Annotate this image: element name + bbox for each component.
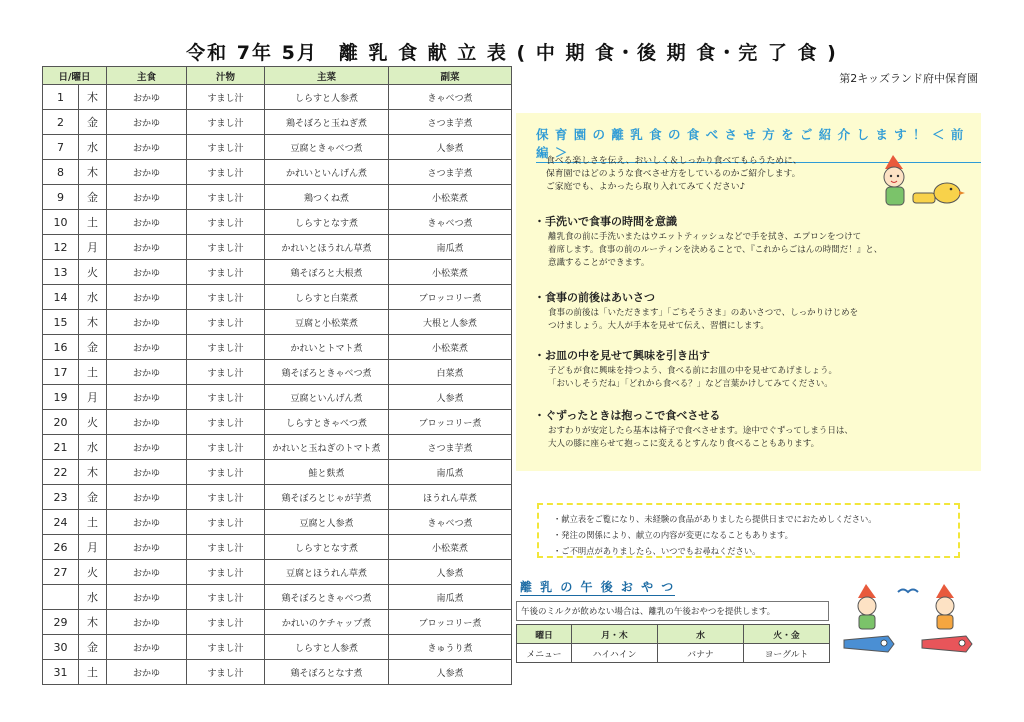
snack-note: 午後のミルクが飲めない場合は、離乳の午後おやつを提供します。 — [516, 601, 829, 621]
panel-title: 保 育 園 の 離 乳 食 の 食 べ さ せ 方 を ご 紹 介 し ま す ！ ＜ 前 編 ＞ — [536, 125, 981, 163]
panel-intro — [546, 155, 856, 194]
table-row — [43, 385, 512, 410]
side-dish-cell: 白菜煮 — [389, 360, 512, 385]
feeding-tips-panel — [516, 113, 981, 471]
day-cell: 19 — [43, 385, 79, 410]
day-cell: 2 — [43, 110, 79, 135]
main-dish-cell: 鶏そぼろと大根煮 — [265, 260, 389, 285]
day-cell: 24 — [43, 510, 79, 535]
side-dish-cell: 大根と人参煮 — [389, 310, 512, 335]
soup-cell: すまし汁 — [187, 535, 265, 560]
staple-cell: おかゆ — [107, 85, 187, 110]
intro-line: ご家庭でも、よかったら取り入れてみてください♪ — [546, 182, 746, 192]
tip-body — [548, 307, 964, 333]
soup-cell: すまし汁 — [187, 610, 265, 635]
tip-line: 着席します。食事の前のルーティンを決めることで、『これからごはんの時間だ！』と、 — [548, 245, 883, 255]
main-dish-cell: しらすときゃべつ煮 — [265, 410, 389, 435]
side-dish-cell: さつま芋煮 — [389, 110, 512, 135]
day-cell: 12 — [43, 235, 79, 260]
weekday-cell: 土 — [79, 210, 107, 235]
weekday-cell: 金 — [79, 185, 107, 210]
tip-line: 意識することができます。 — [548, 258, 650, 268]
table-row — [43, 285, 512, 310]
header-main: 主菜 — [265, 67, 389, 85]
staple-cell: おかゆ — [107, 635, 187, 660]
day-cell: 22 — [43, 460, 79, 485]
soup-cell: すまし汁 — [187, 185, 265, 210]
table-row — [43, 360, 512, 385]
day-cell — [43, 585, 79, 610]
weekday-cell: 木 — [79, 460, 107, 485]
staple-cell: おかゆ — [107, 485, 187, 510]
main-dish-cell: かれいとほうれん草煮 — [265, 235, 389, 260]
main-dish-cell: 鮭と麩煮 — [265, 460, 389, 485]
side-dish-cell: 人参煮 — [389, 135, 512, 160]
snack-header-row — [517, 625, 830, 644]
weekday-cell: 火 — [79, 560, 107, 585]
nursery-name: 第2キッズランド府中保育園 — [839, 72, 978, 85]
day-cell: 29 — [43, 610, 79, 635]
tip-line: つけましょう。大人が手本を見せて伝え、習慣にします。 — [548, 321, 769, 331]
day-cell: 26 — [43, 535, 79, 560]
table-row — [43, 610, 512, 635]
tip-section — [534, 213, 964, 270]
snack-header: 月・木 — [572, 625, 658, 644]
weekday-cell: 金 — [79, 110, 107, 135]
day-cell: 23 — [43, 485, 79, 510]
tip-body — [548, 231, 964, 270]
staple-cell: おかゆ — [107, 585, 187, 610]
soup-cell: すまし汁 — [187, 485, 265, 510]
table-row — [43, 510, 512, 535]
main-dish-cell: しらすと人参煮 — [265, 635, 389, 660]
page-title: 令和 7年 5月 離 乳 食 献 立 表 ( 中 期 食・後 期 食・完 了 食 ) — [186, 42, 838, 64]
tip-line: おすわりが安定したら基本は椅子で食べさせます。途中でぐずってしまう日は、 — [548, 426, 853, 436]
staple-cell: おかゆ — [107, 210, 187, 235]
staple-cell: おかゆ — [107, 435, 187, 460]
weekday-cell: 土 — [79, 510, 107, 535]
weekday-cell: 金 — [79, 635, 107, 660]
header-side: 副菜 — [389, 67, 512, 85]
soup-cell: すまし汁 — [187, 460, 265, 485]
note-item: ・発注の関係により、献立の内容が変更になることもあります。 — [553, 530, 793, 540]
weekday-cell: 土 — [79, 360, 107, 385]
main-dish-cell: 豆腐と小松菜煮 — [265, 310, 389, 335]
side-dish-cell: きゃべつ煮 — [389, 85, 512, 110]
soup-cell: すまし汁 — [187, 310, 265, 335]
header-soup: 汁物 — [187, 67, 265, 85]
side-dish-cell: きゃべつ煮 — [389, 510, 512, 535]
staple-cell: おかゆ — [107, 535, 187, 560]
intro-line: 食べる楽しさを伝え、おいしく＆しっかり食べてもらうために、 — [546, 156, 802, 166]
staple-cell: おかゆ — [107, 660, 187, 685]
side-dish-cell: 南瓜煮 — [389, 585, 512, 610]
table-row — [43, 235, 512, 260]
snack-cell: ハイハイン — [572, 644, 658, 663]
table-row — [43, 335, 512, 360]
table-row — [43, 660, 512, 685]
main-dish-cell: かれいといんげん煮 — [265, 160, 389, 185]
soup-cell: すまし汁 — [187, 410, 265, 435]
weekday-cell: 水 — [79, 285, 107, 310]
weekday-cell: 金 — [79, 485, 107, 510]
staple-cell: おかゆ — [107, 360, 187, 385]
tip-line: 大人の膝に座らせて抱っこに変えるとすんなり食べることもあります。 — [548, 439, 820, 449]
day-cell: 21 — [43, 435, 79, 460]
staple-cell: おかゆ — [107, 110, 187, 135]
side-dish-cell: 人参煮 — [389, 660, 512, 685]
side-dish-cell: 小松菜煮 — [389, 260, 512, 285]
main-dish-cell: しらすと白菜煮 — [265, 285, 389, 310]
side-dish-cell: きゅうり煮 — [389, 635, 512, 660]
tip-line: 「おいしそうだね」「どれから食べる？」など言葉かけしてみてください。 — [548, 379, 833, 389]
tip-body — [548, 365, 964, 391]
staple-cell: おかゆ — [107, 310, 187, 335]
weekday-cell: 木 — [79, 310, 107, 335]
staple-cell: おかゆ — [107, 610, 187, 635]
day-cell: 15 — [43, 310, 79, 335]
side-dish-cell: ほうれん草煮 — [389, 485, 512, 510]
day-cell: 10 — [43, 210, 79, 235]
soup-cell: すまし汁 — [187, 110, 265, 135]
tip-line: 食事の前後は「いただきます」「ごちそうさま」のあいさつで、しっかりけじめを — [548, 308, 859, 318]
main-dish-cell: 豆腐ときゃべつ煮 — [265, 135, 389, 160]
menu-header-row — [43, 67, 512, 85]
main-dish-cell: 鶏そぼろときゃべつ煮 — [265, 360, 389, 385]
main-dish-cell: かれいのケチャップ煮 — [265, 610, 389, 635]
weekday-cell: 木 — [79, 610, 107, 635]
weekday-cell: 金 — [79, 335, 107, 360]
soup-cell: すまし汁 — [187, 260, 265, 285]
table-row — [43, 135, 512, 160]
main-dish-cell: 鶏そぼろときゃべつ煮 — [265, 585, 389, 610]
main-dish-cell: 豆腐といんげん煮 — [265, 385, 389, 410]
main-dish-cell: しらすと人参煮 — [265, 85, 389, 110]
tip-body — [548, 425, 964, 451]
soup-cell: すまし汁 — [187, 435, 265, 460]
staple-cell: おかゆ — [107, 260, 187, 285]
side-dish-cell: 小松菜煮 — [389, 185, 512, 210]
table-row — [43, 485, 512, 510]
day-cell: 13 — [43, 260, 79, 285]
soup-cell: すまし汁 — [187, 335, 265, 360]
side-dish-cell: さつま芋煮 — [389, 435, 512, 460]
weekday-cell: 月 — [79, 535, 107, 560]
header-staple: 主食 — [107, 67, 187, 85]
tip-line: 離乳食の前に手洗いまたはウエットティッシュなどで手を拭き、エプロンをつけて — [548, 232, 862, 242]
side-dish-cell: ブロッコリー煮 — [389, 285, 512, 310]
staple-cell: おかゆ — [107, 135, 187, 160]
notes-box — [537, 503, 960, 558]
staple-cell: おかゆ — [107, 160, 187, 185]
snack-cell: バナナ — [658, 644, 744, 663]
staple-cell: おかゆ — [107, 335, 187, 360]
staple-cell: おかゆ — [107, 385, 187, 410]
soup-cell: すまし汁 — [187, 585, 265, 610]
intro-line: 保育園ではどのような食べさせ方をしているのかご紹介します。 — [546, 169, 801, 179]
snack-row — [517, 644, 830, 663]
main-dish-cell: 鶏そぼろとなす煮 — [265, 660, 389, 685]
tip-heading: ・食事の前後はあいさつ — [534, 291, 655, 304]
day-cell: 1 — [43, 85, 79, 110]
side-dish-cell: 小松菜煮 — [389, 335, 512, 360]
tip-section — [534, 407, 964, 451]
weekday-cell: 月 — [79, 235, 107, 260]
staple-cell: おかゆ — [107, 285, 187, 310]
day-cell: 30 — [43, 635, 79, 660]
soup-cell: すまし汁 — [187, 560, 265, 585]
side-dish-cell: さつま芋煮 — [389, 160, 512, 185]
soup-cell: すまし汁 — [187, 360, 265, 385]
staple-cell: おかゆ — [107, 185, 187, 210]
soup-cell: すまし汁 — [187, 510, 265, 535]
weekday-cell: 火 — [79, 260, 107, 285]
main-dish-cell: しらすとなす煮 — [265, 210, 389, 235]
snack-header: 水 — [658, 625, 744, 644]
table-row — [43, 535, 512, 560]
menu-table — [42, 66, 512, 685]
table-row — [43, 635, 512, 660]
table-row — [43, 310, 512, 335]
side-dish-cell: 南瓜煮 — [389, 235, 512, 260]
soup-cell: すまし汁 — [187, 635, 265, 660]
table-row — [43, 185, 512, 210]
note-item: ・献立表をご覧になり、未経験の食品がありましたら提供日までにおためしください。 — [553, 514, 877, 524]
table-row — [43, 435, 512, 460]
side-dish-cell: ブロッコリー煮 — [389, 610, 512, 635]
soup-cell: すまし汁 — [187, 210, 265, 235]
weekday-cell: 木 — [79, 160, 107, 185]
tip-section — [534, 347, 964, 391]
main-dish-cell: かれいとトマト煮 — [265, 335, 389, 360]
day-cell: 14 — [43, 285, 79, 310]
day-cell: 7 — [43, 135, 79, 160]
soup-cell: すまし汁 — [187, 135, 265, 160]
snack-cell: メニュー — [517, 644, 572, 663]
weekday-cell: 火 — [79, 410, 107, 435]
table-row — [43, 585, 512, 610]
child-chick-illustration — [873, 151, 968, 211]
weekday-cell: 水 — [79, 135, 107, 160]
children-koinobori-illustration — [836, 582, 986, 662]
soup-cell: すまし汁 — [187, 285, 265, 310]
weekday-cell: 月 — [79, 385, 107, 410]
weekday-cell: 木 — [79, 85, 107, 110]
main-dish-cell: 豆腐とほうれん草煮 — [265, 560, 389, 585]
weekday-cell: 水 — [79, 435, 107, 460]
side-dish-cell: 人参煮 — [389, 560, 512, 585]
main-dish-cell: 鶏そぼろとじゃが芋煮 — [265, 485, 389, 510]
note-item: ・ご不明点がありましたら、いつでもお尋ねください。 — [553, 546, 761, 556]
staple-cell: おかゆ — [107, 410, 187, 435]
header-day: 日/曜日 — [43, 67, 107, 85]
table-row — [43, 260, 512, 285]
table-row — [43, 85, 512, 110]
tip-heading: ・お皿の中を見せて興味を引き出す — [534, 349, 710, 362]
table-row — [43, 560, 512, 585]
day-cell: 9 — [43, 185, 79, 210]
weekday-cell: 土 — [79, 660, 107, 685]
main-dish-cell: しらすとなす煮 — [265, 535, 389, 560]
soup-cell: すまし汁 — [187, 160, 265, 185]
staple-cell: おかゆ — [107, 560, 187, 585]
snack-header: 曜日 — [517, 625, 572, 644]
tip-section — [534, 289, 964, 333]
table-row — [43, 110, 512, 135]
table-row — [43, 160, 512, 185]
side-dish-cell: 南瓜煮 — [389, 460, 512, 485]
side-dish-cell: ブロッコリー煮 — [389, 410, 512, 435]
tip-heading: ・ぐずったときは抱っこで食べさせる — [534, 409, 721, 422]
day-cell: 31 — [43, 660, 79, 685]
table-row — [43, 210, 512, 235]
soup-cell: すまし汁 — [187, 235, 265, 260]
tip-heading: ・手洗いで食事の時間を意識 — [534, 215, 677, 228]
day-cell: 17 — [43, 360, 79, 385]
soup-cell: すまし汁 — [187, 660, 265, 685]
side-dish-cell: きゃべつ煮 — [389, 210, 512, 235]
day-cell: 16 — [43, 335, 79, 360]
staple-cell: おかゆ — [107, 460, 187, 485]
side-dish-cell: 人参煮 — [389, 385, 512, 410]
table-row — [43, 460, 512, 485]
main-dish-cell: かれいと玉ねぎのトマト煮 — [265, 435, 389, 460]
day-cell: 8 — [43, 160, 79, 185]
soup-cell: すまし汁 — [187, 85, 265, 110]
table-row — [43, 410, 512, 435]
soup-cell: すまし汁 — [187, 385, 265, 410]
snack-title: 離 乳 の 午 後 お や つ — [520, 580, 676, 594]
staple-cell: おかゆ — [107, 235, 187, 260]
day-cell: 20 — [43, 410, 79, 435]
snack-table — [516, 624, 830, 663]
main-dish-cell: 鶏つくね煮 — [265, 185, 389, 210]
main-dish-cell: 豆腐と人参煮 — [265, 510, 389, 535]
weekday-cell: 水 — [79, 585, 107, 610]
main-dish-cell: 鶏そぼろと玉ねぎ煮 — [265, 110, 389, 135]
tip-line: 子どもが食に興味を持つよう、食べる前にお皿の中を見せてあげましょう。 — [548, 366, 838, 376]
side-dish-cell: 小松菜煮 — [389, 535, 512, 560]
day-cell: 27 — [43, 560, 79, 585]
snack-cell: ヨーグルト — [744, 644, 830, 663]
snack-header: 火・金 — [744, 625, 830, 644]
staple-cell: おかゆ — [107, 510, 187, 535]
